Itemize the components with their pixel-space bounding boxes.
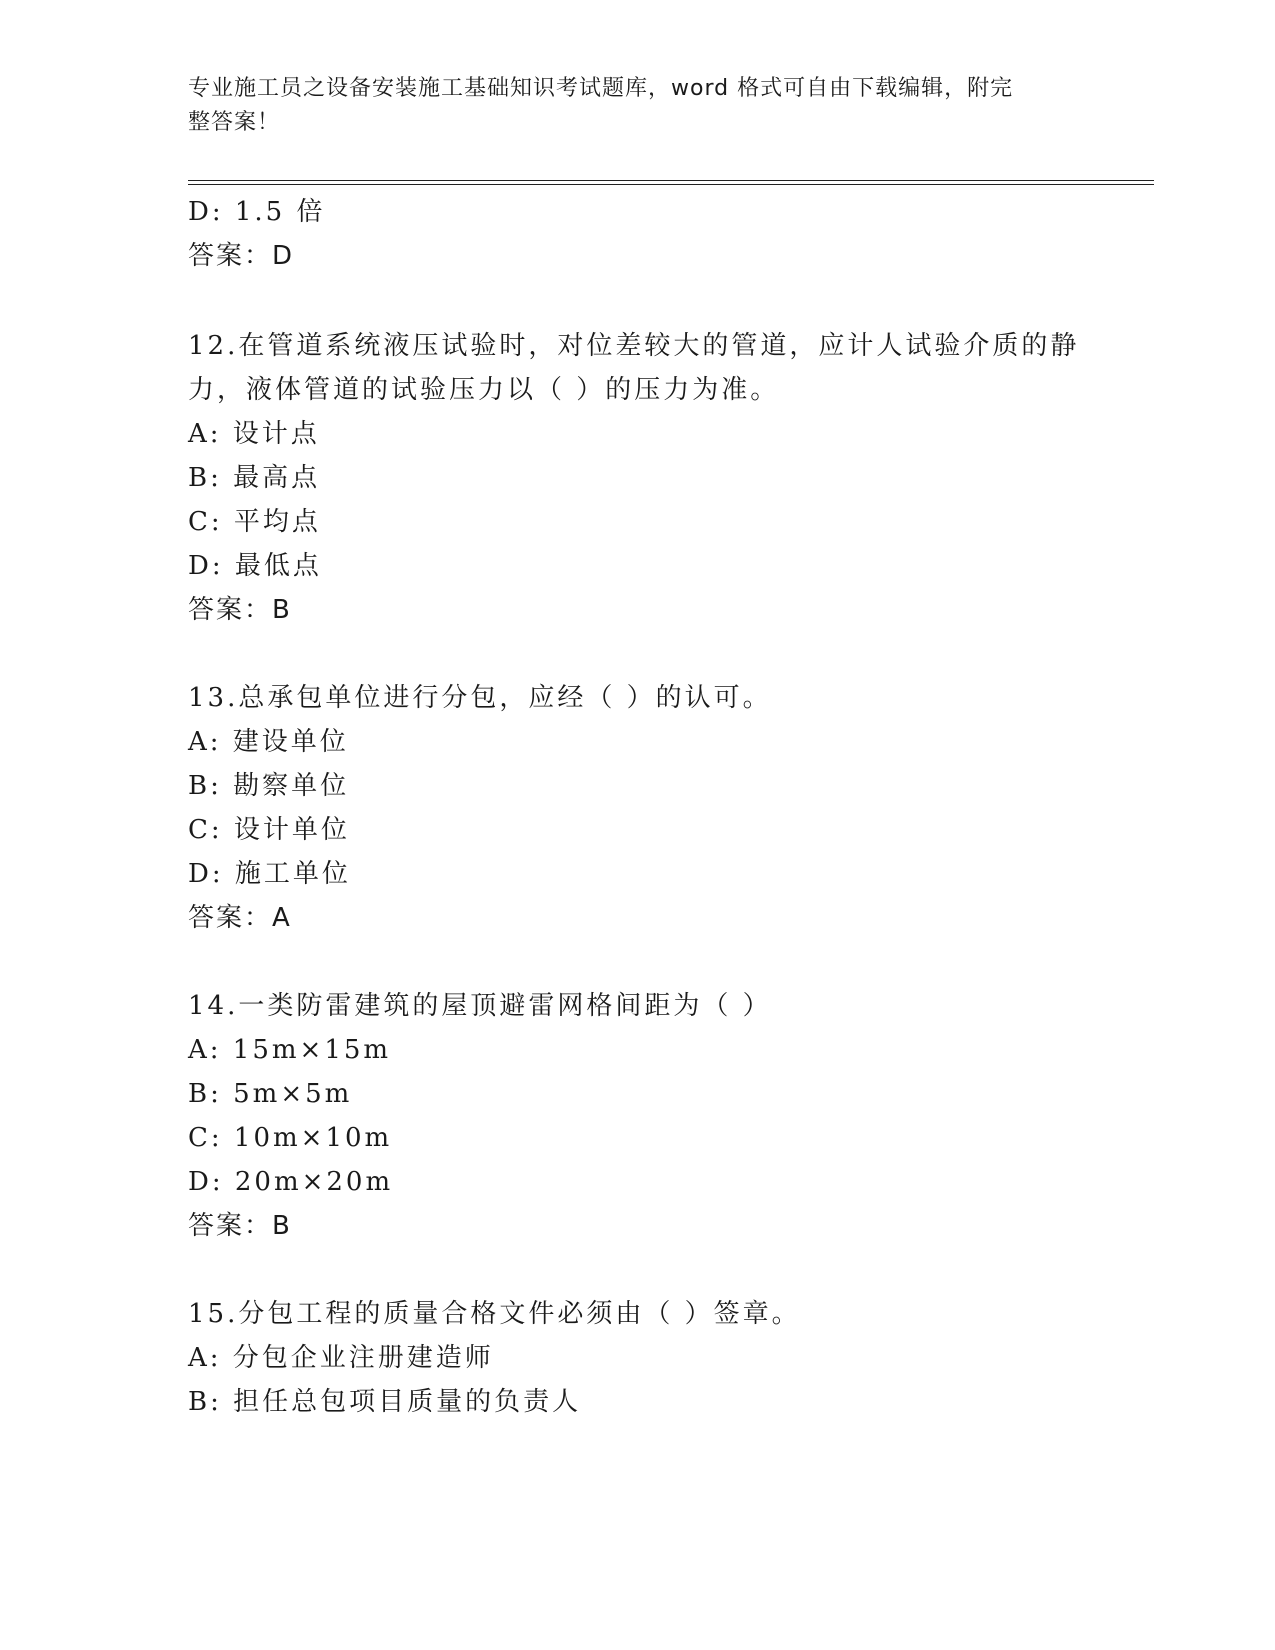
document-header — [188, 72, 1068, 140]
q12-option-b: B: 最高点 — [188, 463, 321, 493]
q14-answer: 答案：B — [188, 1211, 292, 1241]
q11-option-d: D: 1.5 倍 — [188, 197, 326, 227]
q13-option-c: C: 设计单位 — [188, 815, 350, 845]
q12-stem-line-2: 力，液体管道的试验压力以（ ）的压力为准。 — [188, 375, 780, 405]
q13-option-a: A: 建设单位 — [188, 727, 349, 757]
q14-stem: 14.一类防雷建筑的屋顶避雷网格间距为（ ） — [188, 991, 772, 1021]
q12-option-d: D: 最低点 — [188, 551, 322, 581]
q14-option-d: D: 20m×20m — [188, 1167, 394, 1197]
q12-stem-line-1: 12.在管道系统液压试验时，对位差较大的管道，应计人试验介质的静 — [188, 331, 1080, 361]
q14-option-b: B: 5m×5m — [188, 1079, 353, 1109]
q14-option-c: C: 10m×10m — [188, 1123, 393, 1153]
q12-option-c: C: 平均点 — [188, 507, 321, 537]
header-divider-top — [188, 180, 1154, 181]
q13-option-b: B: 勘察单位 — [188, 771, 350, 801]
q11-answer: 答案：D — [188, 241, 295, 271]
q15-stem: 15.分包工程的质量合格文件必须由（ ）签章。 — [188, 1299, 801, 1329]
q12-answer: 答案：B — [188, 595, 292, 625]
q14-option-a: A: 15m×15m — [188, 1035, 392, 1065]
q12-option-a: A: 设计点 — [188, 419, 320, 449]
header-line-2: 整答案！ — [188, 110, 281, 135]
q13-option-d: D: 施工单位 — [188, 859, 351, 889]
header-divider-bottom — [188, 184, 1154, 185]
q13-stem: 13.总承包单位进行分包，应经（ ）的认可。 — [188, 683, 772, 713]
header-line-1: 专业施工员之设备安装施工基础知识考试题库，word 格式可自由下载编辑，附完 — [188, 76, 1014, 101]
q15-option-b: B: 担任总包项目质量的负责人 — [188, 1387, 582, 1417]
q13-answer: 答案：A — [188, 903, 292, 933]
q15-option-a: A: 分包企业注册建造师 — [188, 1343, 494, 1373]
